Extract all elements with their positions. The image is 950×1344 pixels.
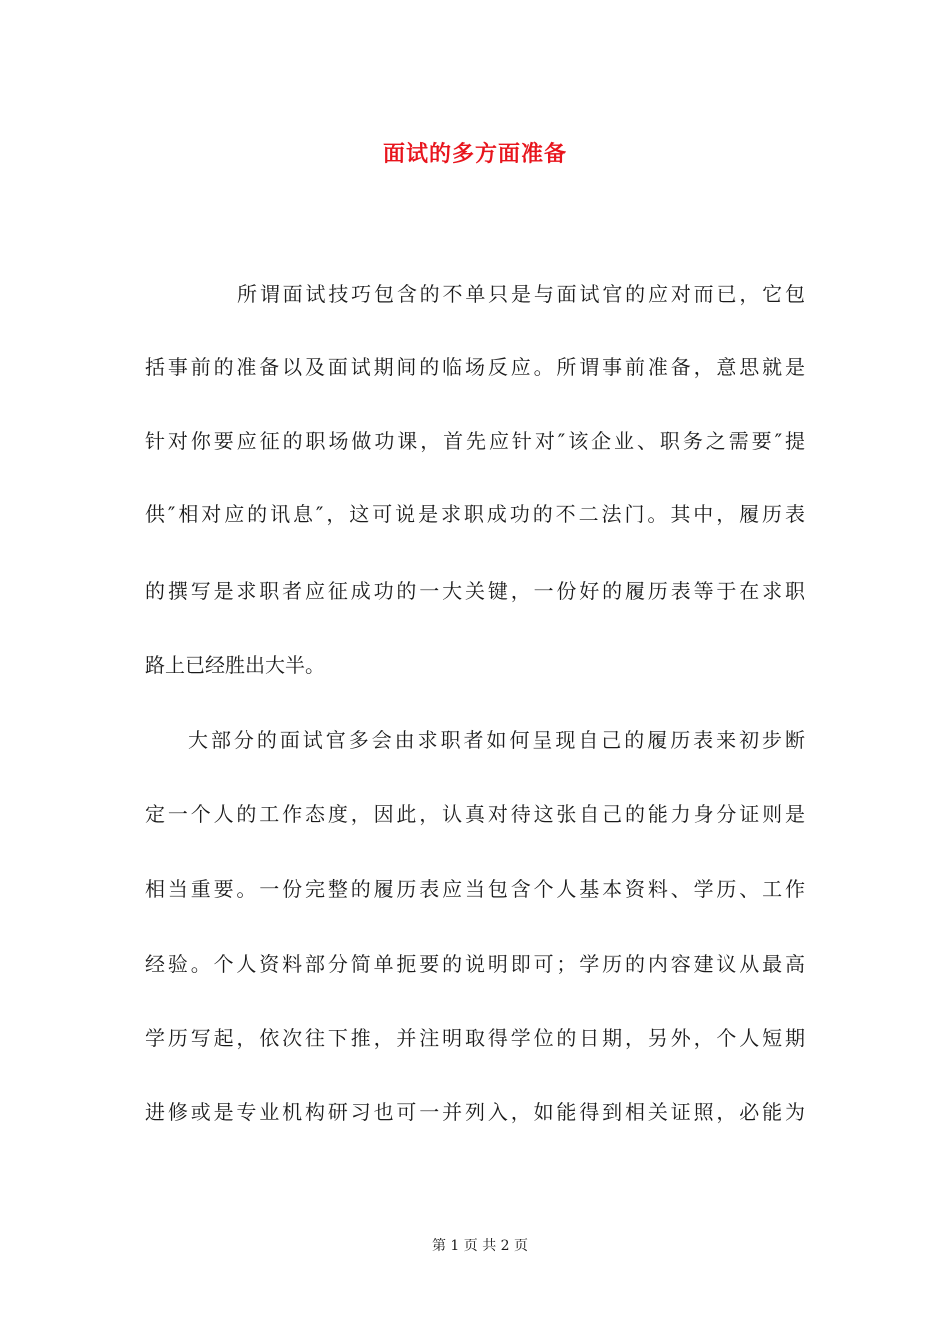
paragraph-2-line-6: 进修或是专业机构研习也可一并列入，如能得到相关证照，必能为 [145, 1100, 805, 1124]
paragraph-1-line-2: 括事前的准备以及面试期间的临场反应。所谓事前准备，意思就是 [145, 355, 805, 379]
page-title: 面试的多方面准备 [382, 141, 567, 167]
paragraph-1-line-5: 的撰写是求职者应征成功的一大关键，一份好的履历表等于在求职 [145, 579, 805, 603]
paragraph-2-line-5: 学历写起，依次往下推，并注明取得学位的日期，另外，个人短期 [145, 1026, 805, 1050]
paragraph-1-line-4: 供″相对应的讯息″，这可说是求职成功的不二法门。其中，履历表 [145, 502, 805, 526]
paragraph-1-line-3: 针对你要应征的职场做功课，首先应针对″该企业、职务之需要″提 [145, 429, 805, 453]
paragraph-2-line-4: 经验。个人资料部分简单扼要的说明即可；学历的内容建议从最高 [145, 952, 805, 976]
paragraph-2-line-2: 定一个人的工作态度，因此，认真对待这张自己的能力身分证则是 [145, 802, 805, 826]
paragraph-2-line-3: 相当重要。一份完整的履历表应当包含个人基本资料、学历、工作 [145, 877, 805, 901]
paragraph-2-line-1: 大部分的面试官多会由求职者如何呈现自己的履历表来初步断 [188, 728, 805, 752]
page-number-footer: 第 1 页 共 2 页 [431, 1238, 529, 1254]
paragraph-1-line-6: 路上已经胜出大半。 [145, 653, 325, 677]
paragraph-1-line-1: 所谓面试技巧包含的不单只是与面试官的应对而已，它包 [237, 282, 805, 306]
